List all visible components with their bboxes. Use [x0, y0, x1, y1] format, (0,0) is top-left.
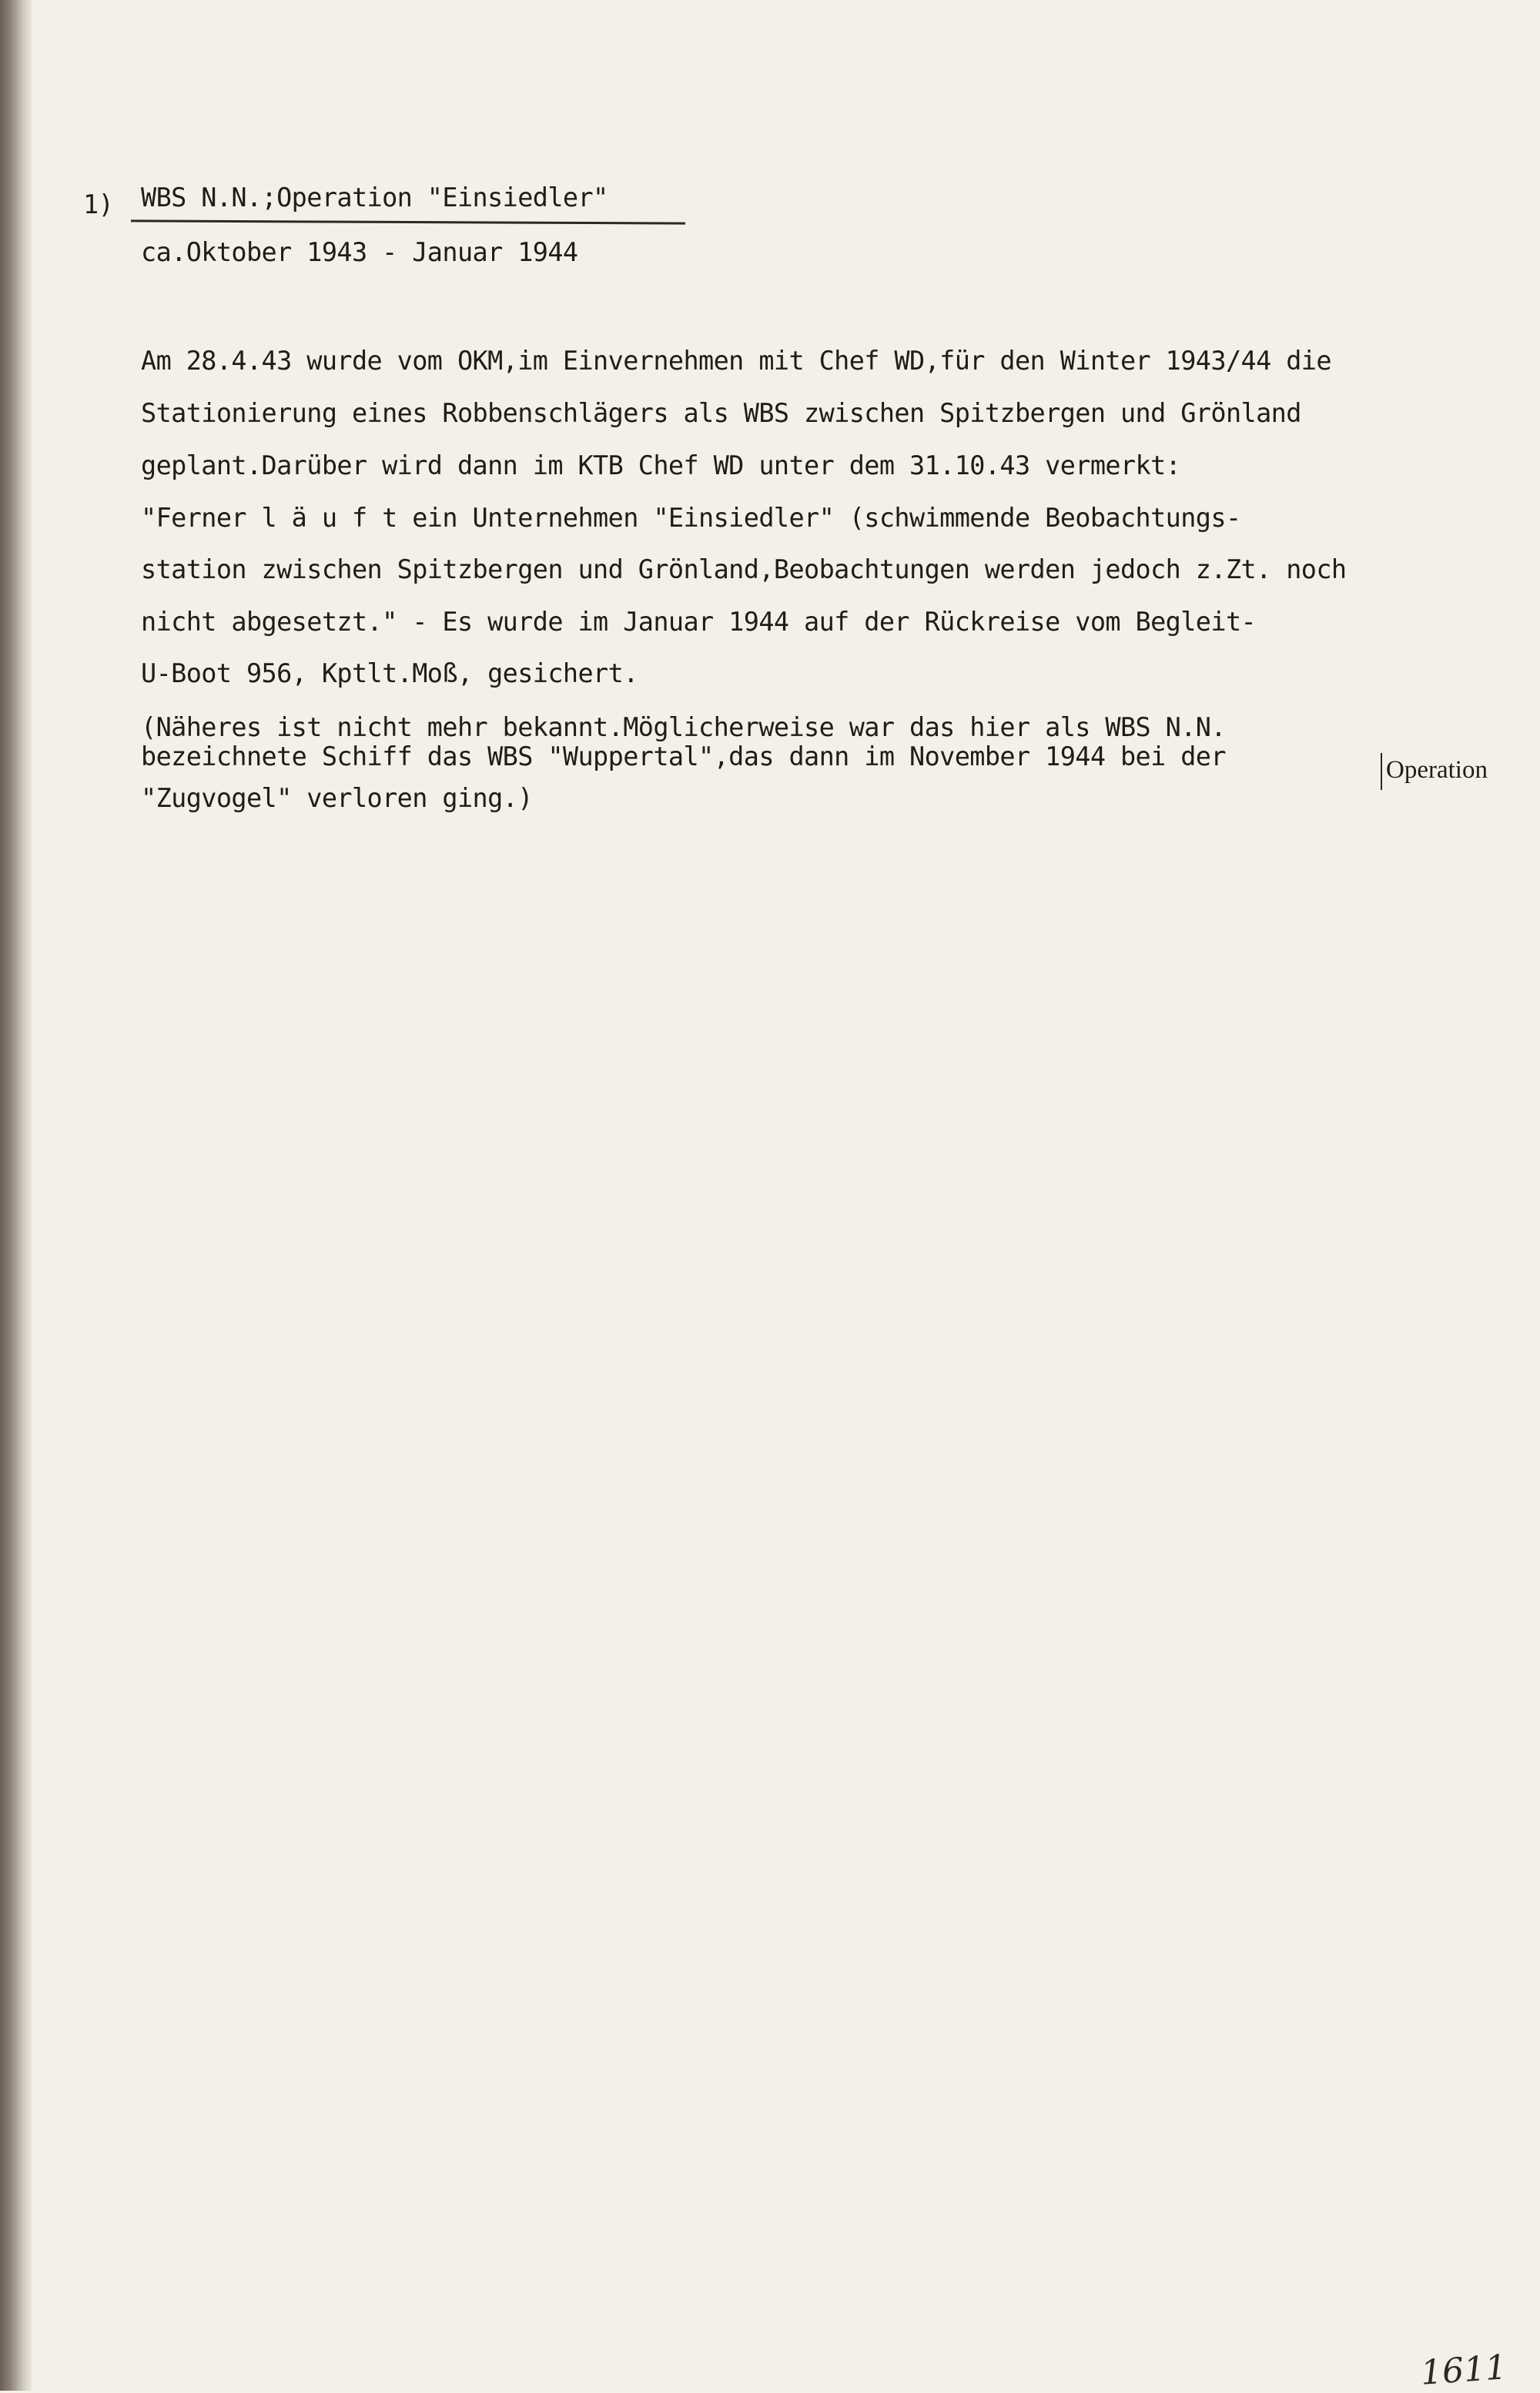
body-line: Stationierung eines Robbenschlägers als WBS zwischen Spitzbergen und Grönland [141, 398, 1301, 428]
heading-date: ca.Oktober 1943 - Januar 1944 [141, 237, 578, 267]
body-line: "Zugvogel" verloren ging.) [141, 783, 533, 813]
body-line: geplant.Darüber wird dann im KTB Chef WD unter dem 31.10.43 vermerkt: [141, 450, 1181, 480]
page-number: 1611 [1419, 2348, 1508, 2393]
item-number: 1) [83, 189, 114, 219]
body-line: U-Boot 956, Kptlt.Moß, gesichert. [141, 658, 638, 688]
inserted-word: Operation [1386, 756, 1488, 784]
body-line: bezeichnete Schiff das WBS "Wuppertal",das dann im November 1944 bei der [141, 741, 1226, 771]
body-line: "Ferner l ä u f t ein Unternehmen "Einsiedler" (schwimmende Beobachtungs- [141, 503, 1241, 533]
body-line: station zwischen Spitzbergen und Grönland,Beobachtungen werden jedoch z.Zt. noch [141, 554, 1347, 584]
insertion-mark [1381, 753, 1382, 790]
heading-title: WBS N.N.;Operation "Einsiedler" [141, 182, 608, 213]
body-line: nicht abgesetzt." - Es wurde im Januar 1944 auf der Rückreise vom Begleit- [141, 607, 1257, 637]
body-line: (Näheres ist nicht mehr bekannt.Möglicherweise war das hier als WBS N.N. [141, 712, 1226, 742]
body-line: Am 28.4.43 wurde vom OKM,im Einvernehmen mit Chef WD,für den Winter 1943/44 die [141, 346, 1331, 376]
